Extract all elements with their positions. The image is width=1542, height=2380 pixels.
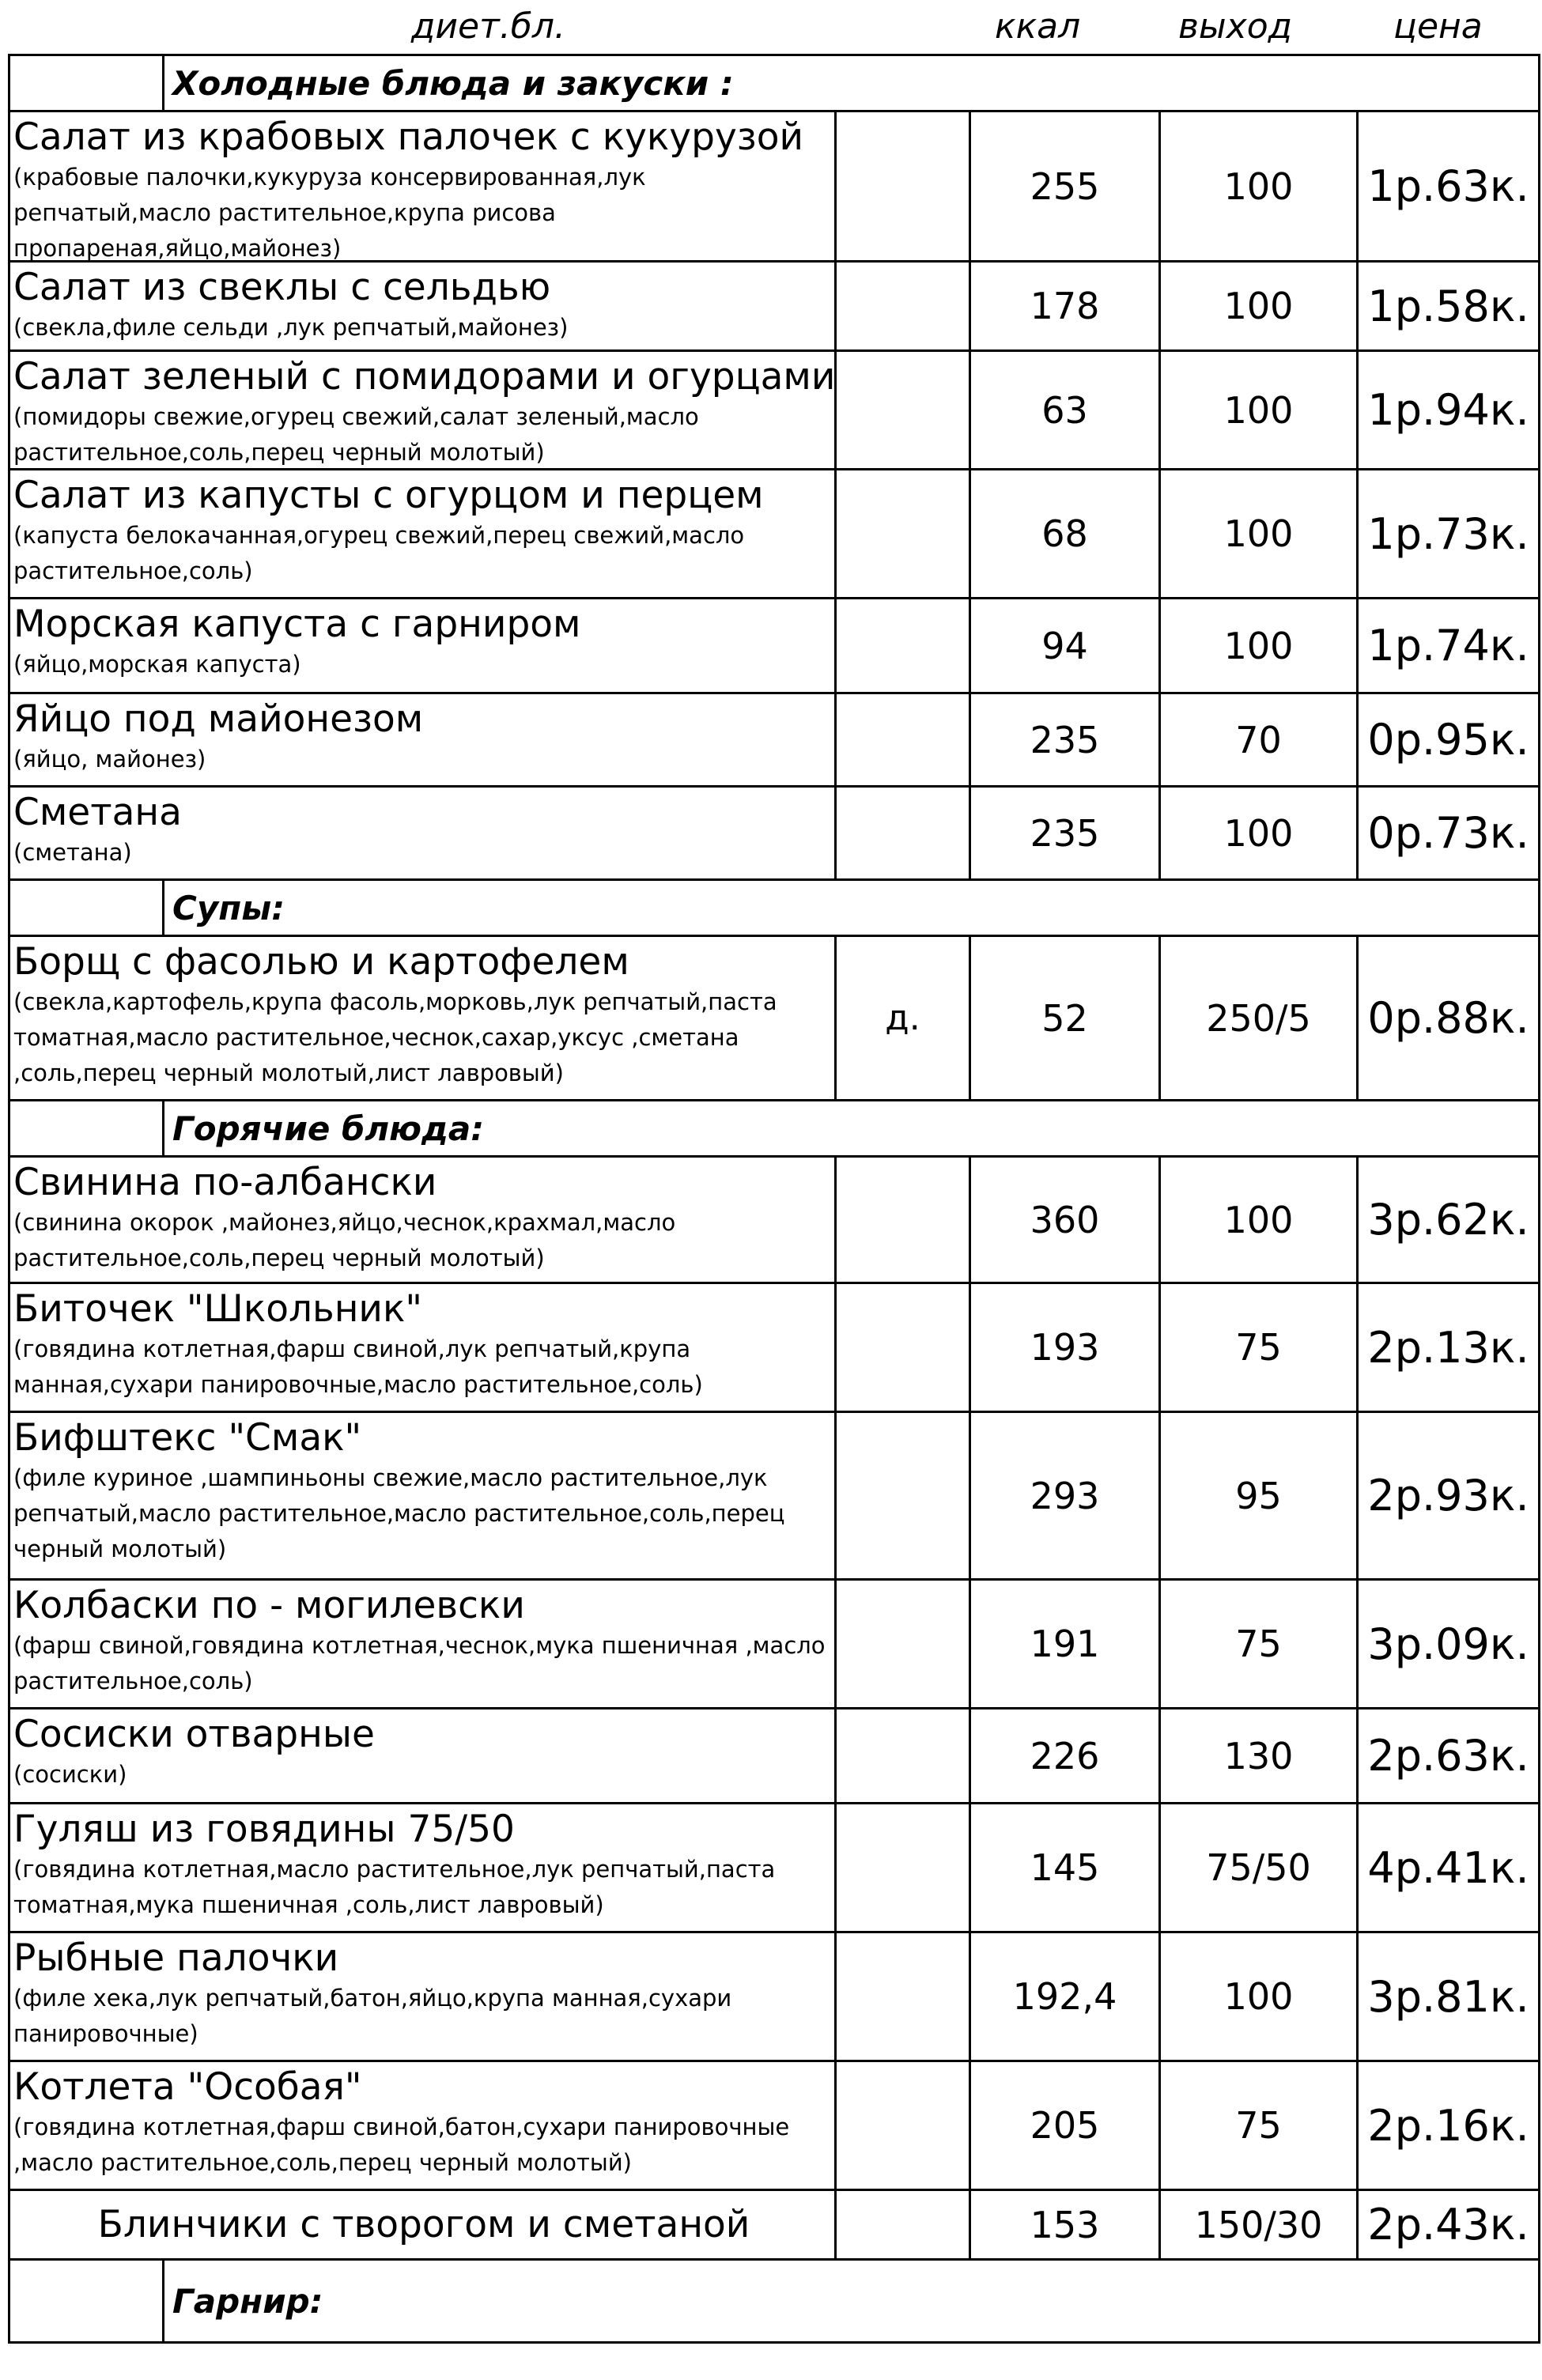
dish-description xyxy=(10,788,837,878)
dish-price: 3р.81к. xyxy=(1367,1971,1529,2022)
dish-price: 3р.62к. xyxy=(1367,1195,1529,1245)
dish-kcal: 235 xyxy=(971,694,1161,785)
column-header xyxy=(0,0,1542,54)
dish-ingredients: (крабовые палочки,кукуруза консервированная,лук репчатый,масло растительное,крупа рисова пропареная,яйцо,майонез) xyxy=(13,164,646,262)
dish-price: 2р.16к. xyxy=(1367,2100,1529,2151)
dish-diet xyxy=(837,470,971,597)
dish-ingredients: (говядина котлетная,масло растительное,лук репчатый,паста томатная,мука пшеничная ,соль,лист лавровый) xyxy=(13,1856,776,1918)
dish-price: 2р.63к. xyxy=(1367,1731,1529,1781)
dish-output: 130 xyxy=(1161,1709,1359,1802)
dish-output: 100 xyxy=(1161,112,1359,260)
dish-diet xyxy=(837,1709,971,1802)
dish-diet xyxy=(837,112,971,260)
section-title: Супы: xyxy=(162,881,285,935)
header-price: цена xyxy=(1393,6,1483,47)
dish-diet xyxy=(837,2062,971,2189)
section-title: Гарнир: xyxy=(162,2261,323,2341)
dish-description xyxy=(10,1709,837,1802)
dish-name: Сосиски отварные xyxy=(13,1713,375,1756)
menu-item-row xyxy=(8,263,1540,352)
menu-item-row xyxy=(8,2191,1540,2261)
menu-item-row xyxy=(8,1284,1540,1413)
dish-kcal: 235 xyxy=(971,788,1161,878)
dish-price: 2р.13к. xyxy=(1367,1322,1529,1373)
dish-description xyxy=(10,263,837,349)
dish-description xyxy=(10,1413,837,1578)
dish-kcal: 63 xyxy=(971,352,1161,468)
dish-kcal: 192,4 xyxy=(971,1933,1161,2060)
dish-output: 100 xyxy=(1161,470,1359,597)
dish-output: 100 xyxy=(1161,599,1359,692)
dish-price: 1р.74к. xyxy=(1367,621,1529,671)
dish-output: 75/50 xyxy=(1161,1804,1359,1931)
dish-kcal: 193 xyxy=(971,1284,1161,1411)
dish-name: Колбаски по - могилевски xyxy=(13,1584,525,1627)
dish-description xyxy=(10,2191,837,2258)
dish-ingredients: (филе куриное ,шампиньоны свежие,масло растительное,лук репчатый,масло растительное,масло растительное,соль,перец черный молотый) xyxy=(13,1464,785,1562)
dish-output: 100 xyxy=(1161,1933,1359,2060)
dish-output: 250/5 xyxy=(1161,937,1359,1099)
dish-ingredients: (яйцо,морская капуста) xyxy=(13,651,301,678)
dish-description xyxy=(10,599,837,692)
header-output: выход xyxy=(1178,6,1293,47)
dish-kcal: 360 xyxy=(971,1158,1161,1282)
dish-description xyxy=(10,470,837,597)
menu-item-row xyxy=(8,937,1540,1101)
dish-description xyxy=(10,694,837,785)
dish-price: 2р.93к. xyxy=(1367,1471,1529,1521)
dish-output: 100 xyxy=(1161,788,1359,878)
dish-kcal: 145 xyxy=(971,1804,1161,1931)
dish-description xyxy=(10,352,837,468)
dish-name: Борщ с фасолью и картофелем xyxy=(13,940,629,984)
section-header xyxy=(8,2261,1540,2344)
dish-ingredients: (капуста белокачанная,огурец свежий,перец свежий,масло растительное,соль) xyxy=(13,522,745,584)
dish-price: 4р.41к. xyxy=(1367,1842,1529,1893)
dish-kcal: 52 xyxy=(971,937,1161,1099)
dish-name: Морская капуста с гарниром xyxy=(13,603,581,646)
dish-kcal: 178 xyxy=(971,263,1161,349)
dish-name: Блинчики с творогом и сметаной xyxy=(97,2202,750,2246)
dish-price: 1р.94к. xyxy=(1367,385,1529,435)
dish-ingredients: (фарш свиной,говядина котлетная,чеснок,мука пшеничная ,масло растительное,соль) xyxy=(13,1632,826,1694)
dish-diet xyxy=(837,1158,971,1282)
section-header xyxy=(8,1101,1540,1158)
dish-ingredients: (яйцо, майонез) xyxy=(13,746,206,773)
dish-name: Бифштекс "Смак" xyxy=(13,1416,362,1460)
dish-ingredients: (свекла,картофель,крупа фасоль,морковь,лук репчатый,паста томатная,масло растительное,чеснок,сахар,уксус ,сметана ,соль,перец черный молотый,лист лавровый) xyxy=(13,988,777,1086)
section-header xyxy=(8,56,1540,112)
dish-name: Салат из капусты с огурцом и перцем xyxy=(13,474,764,517)
dish-name: Салат из крабовых палочек с кукурузой xyxy=(13,115,804,159)
menu-table xyxy=(8,54,1540,2344)
menu-item-row xyxy=(8,1933,1540,2062)
dish-diet xyxy=(837,263,971,349)
dish-output: 70 xyxy=(1161,694,1359,785)
dish-name: Сметана xyxy=(13,791,182,834)
dish-kcal: 226 xyxy=(971,1709,1161,1802)
dish-description xyxy=(10,1933,837,2060)
menu-item-row xyxy=(8,788,1540,881)
dish-description xyxy=(10,937,837,1099)
dish-kcal: 255 xyxy=(971,112,1161,260)
dish-diet xyxy=(837,1933,971,2060)
menu-item-row xyxy=(8,1158,1540,1284)
section-title: Холодные блюда и закуски : xyxy=(162,56,734,110)
dish-ingredients: (помидоры свежие,огурец свежий,салат зеленый,масло растительное,соль,перец черный молотый) xyxy=(13,403,699,466)
dish-diet: д. xyxy=(837,937,971,1099)
dish-ingredients: (говядина котлетная,фарш свиной,батон,сухари панировочные ,масло растительное,соль,перец черный молотый) xyxy=(13,2114,790,2176)
dish-diet xyxy=(837,1804,971,1931)
menu-item-row xyxy=(8,1804,1540,1933)
dish-price: 1р.73к. xyxy=(1367,508,1529,559)
dish-price: 2р.43к. xyxy=(1367,2200,1529,2250)
dish-kcal: 191 xyxy=(971,1581,1161,1707)
dish-ingredients: (свинина окорок ,майонез,яйцо,чеснок,крахмал,масло растительное,соль,перец черный молотый) xyxy=(13,1209,676,1271)
dish-ingredients: (сметана) xyxy=(13,839,132,866)
menu-item-row xyxy=(8,694,1540,788)
dish-diet xyxy=(837,1581,971,1707)
header-diet: диет.бл. xyxy=(411,6,565,47)
dish-name: Яйцо под майонезом xyxy=(13,697,424,741)
dish-diet xyxy=(837,352,971,468)
menu-item-row xyxy=(8,470,1540,599)
dish-price: 1р.58к. xyxy=(1367,281,1529,331)
dish-description xyxy=(10,1284,837,1411)
menu-item-row xyxy=(8,2062,1540,2191)
dish-ingredients: (говядина котлетная,фарш свиной,лук репчатый,крупа манная,сухари панировочные,масло растительное,соль) xyxy=(13,1335,703,1398)
dish-name: Биточек "Школьник" xyxy=(13,1287,422,1331)
dish-kcal: 205 xyxy=(971,2062,1161,2189)
dish-output: 95 xyxy=(1161,1413,1359,1578)
dish-kcal: 153 xyxy=(971,2191,1161,2258)
dish-output: 150/30 xyxy=(1161,2191,1359,2258)
dish-price: 0р.88к. xyxy=(1367,993,1529,1043)
dish-diet xyxy=(837,599,971,692)
dish-description xyxy=(10,2062,837,2189)
dish-output: 100 xyxy=(1161,263,1359,349)
dish-diet xyxy=(837,788,971,878)
menu-item-row xyxy=(8,352,1540,470)
section-header xyxy=(8,881,1540,937)
dish-ingredients: (сосиски) xyxy=(13,1761,127,1788)
dish-description xyxy=(10,1581,837,1707)
dish-diet xyxy=(837,1284,971,1411)
dish-output: 75 xyxy=(1161,1581,1359,1707)
dish-kcal: 293 xyxy=(971,1413,1161,1578)
dish-name: Салат из свеклы с сельдью xyxy=(13,266,551,309)
dish-description xyxy=(10,1804,837,1931)
dish-price: 3р.09к. xyxy=(1367,1619,1529,1669)
dish-output: 75 xyxy=(1161,1284,1359,1411)
dish-price: 0р.95к. xyxy=(1367,715,1529,765)
dish-price: 1р.63к. xyxy=(1367,161,1529,211)
dish-output: 75 xyxy=(1161,2062,1359,2189)
dish-ingredients: (филе хека,лук репчатый,батон,яйцо,крупа манная,сухари панировочные) xyxy=(13,1985,732,2047)
menu-item-row xyxy=(8,1413,1540,1581)
menu-item-row xyxy=(8,112,1540,263)
dish-ingredients: (свекла,филе сельди ,лук репчатый,майонез) xyxy=(13,314,569,341)
header-kcal: ккал xyxy=(995,6,1081,47)
dish-name: Салат зеленый с помидорами и огурцами xyxy=(13,355,836,399)
dish-name: Рыбные палочки xyxy=(13,1936,339,1980)
menu-item-row xyxy=(8,599,1540,694)
dish-diet xyxy=(837,2191,971,2258)
dish-output: 100 xyxy=(1161,352,1359,468)
menu-item-row xyxy=(8,1581,1540,1709)
dish-price: 0р.73к. xyxy=(1367,808,1529,858)
dish-name: Котлета "Особая" xyxy=(13,2065,362,2109)
dish-kcal: 68 xyxy=(971,470,1161,597)
dish-name: Свинина по-албански xyxy=(13,1161,437,1204)
dish-diet xyxy=(837,694,971,785)
dish-output: 100 xyxy=(1161,1158,1359,1282)
dish-description xyxy=(10,112,837,260)
section-title: Горячие блюда: xyxy=(162,1101,484,1155)
menu-item-row xyxy=(8,1709,1540,1804)
dish-name: Гуляш из говядины 75/50 xyxy=(13,1808,515,1851)
dish-diet xyxy=(837,1413,971,1578)
dish-kcal: 94 xyxy=(971,599,1161,692)
dish-description xyxy=(10,1158,837,1282)
